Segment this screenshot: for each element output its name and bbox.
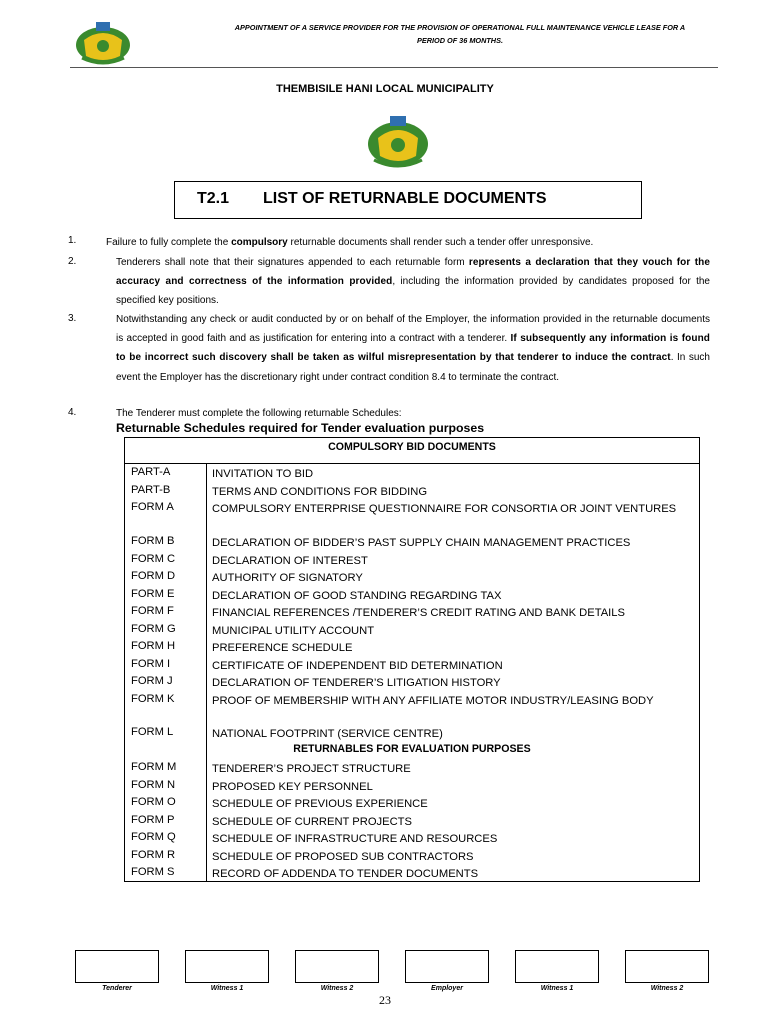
section-number: T2.1 bbox=[197, 190, 230, 207]
item-text: The Tenderer must complete the following returnable Schedules: bbox=[116, 408, 402, 419]
signature-box-employer-witness1[interactable] bbox=[515, 950, 599, 983]
item-text: Failure to fully complete the compulsory returnable documents shall render such a tender offer unresponsive. bbox=[106, 237, 594, 248]
item-number: 1. bbox=[68, 235, 77, 246]
table-top-border bbox=[125, 463, 699, 464]
signature-label: Witness 2 bbox=[320, 985, 354, 992]
municipality-name: THEMBISILE HANI LOCAL MUNICIPALITY bbox=[276, 83, 494, 95]
item-number: 3. bbox=[68, 313, 77, 324]
header-line-2: PERIOD OF 36 MONTHS. bbox=[417, 36, 503, 45]
signature-label: Employer bbox=[431, 985, 463, 992]
signature-label: Tenderer bbox=[102, 985, 132, 992]
header-line-1: APPOINTMENT OF A SERVICE PROVIDER FOR THE PROVISION OF OPERATIONAL FULL MAINTENANCE VEHICLE LEASE FOR A bbox=[234, 23, 686, 32]
signature-label: Witness 1 bbox=[210, 985, 244, 992]
signature-box-witness1[interactable] bbox=[185, 950, 269, 983]
item-number: 2. bbox=[68, 256, 77, 267]
item-number: 4. bbox=[68, 407, 77, 418]
section-heading-compulsory: COMPULSORY BID DOCUMENTS bbox=[328, 441, 496, 453]
returnable-schedules-table: COMPULSORY BID DOCUMENTS PART-A INVITATION TO BID PART-B TERMS AND CONDITIONS FOR BIDDING FORM A COMPULSORY ENTERPRISE QUESTIONNAIRE FOR CONSORTIA OR JOINT VENTURES FORM B DECLARATION OF BIDDER’S PAST SUPPLY CHAIN MANAGEMENT PRACTICES FORM C DECLARATION OF INTEREST FORM D AUTHORITY OF SIGNATORY FORM E DECLARATION OF GOOD STANDING REGARDING TAX FORM F FINANCIAL REFERENCES /TENDERER’S CREDIT RATING AND BANK DETAILS FORM G MUNICIPAL UTILITY ACCOUNT FORM H PREFERENCE SCHEDULE FORM I CERTIFICATE OF INDEPENDENT BID DETERMINATION FORM J DECLARATION OF TENDERER’S LITIGATION HISTORY FORM K PROOF OF MEMBERSHIP WITH ANY AFFILIATE MOTOR INDUSTRY/LEASING BODY FORM L NATIONAL FOOTPRINT (SERVICE CENTRE) RETURNABLES FOR EVALUATION PURPOSES FORM M TENDERER’S PROJECT STRUCTURE FORM N PROPOSED KEY PERSONNEL FORM O SCHEDULE OF PREVIOUS EXPERIENCE FORM P SCHEDULE OF CURRENT PROJECTS FORM Q SCHEDULE OF INFRASTRUCTURE AND RESOURCES FORM R SCHEDULE OF PROPOSED SUB CONTRACTORS FORM S RECORD OF ADDENDA TO TENDER DOCUMENTS bbox=[124, 437, 700, 882]
item-text: Notwithstanding any check or audit conducted by or on behalf of the Employer, the information provided in the returnable documents is accepted in good faith and as justification for entering into a contract with a tenderer. If subsequently any information is found to be incorrect such discovery shall be taken as wilful misrepresentation by that tenderer to induce the contract. In such event the Employer has the discretionary right under contract condition 8.4 to terminate the contract. bbox=[116, 314, 710, 383]
signature-box-employer-witness2[interactable] bbox=[625, 950, 709, 983]
column-divider bbox=[206, 463, 207, 881]
municipality-crest-logo-center bbox=[366, 112, 430, 170]
section-heading-evaluation: RETURNABLES FOR EVALUATION PURPOSES bbox=[207, 743, 699, 755]
signature-label: Witness 1 bbox=[540, 985, 574, 992]
schedules-heading: Returnable Schedules required for Tender evaluation purposes bbox=[116, 421, 485, 435]
signature-box-tenderer[interactable] bbox=[75, 950, 159, 983]
section-title: LIST OF RETURNABLE DOCUMENTS bbox=[263, 190, 547, 207]
document-header bbox=[190, 21, 730, 47]
signature-label: Witness 2 bbox=[650, 985, 684, 992]
section-title-box bbox=[174, 181, 642, 219]
signature-box-employer[interactable] bbox=[405, 950, 489, 983]
municipality-crest-logo bbox=[74, 18, 132, 66]
item-text: Tenderers shall note that their signatures appended to each returnable form represents a declaration that they vouch for the accuracy and correctness of the information provided, including the information provided by candidates proposed for the specified key positions. bbox=[116, 257, 710, 307]
header-divider bbox=[70, 67, 718, 68]
page-number: 23 bbox=[379, 993, 391, 1007]
signature-box-witness2[interactable] bbox=[295, 950, 379, 983]
